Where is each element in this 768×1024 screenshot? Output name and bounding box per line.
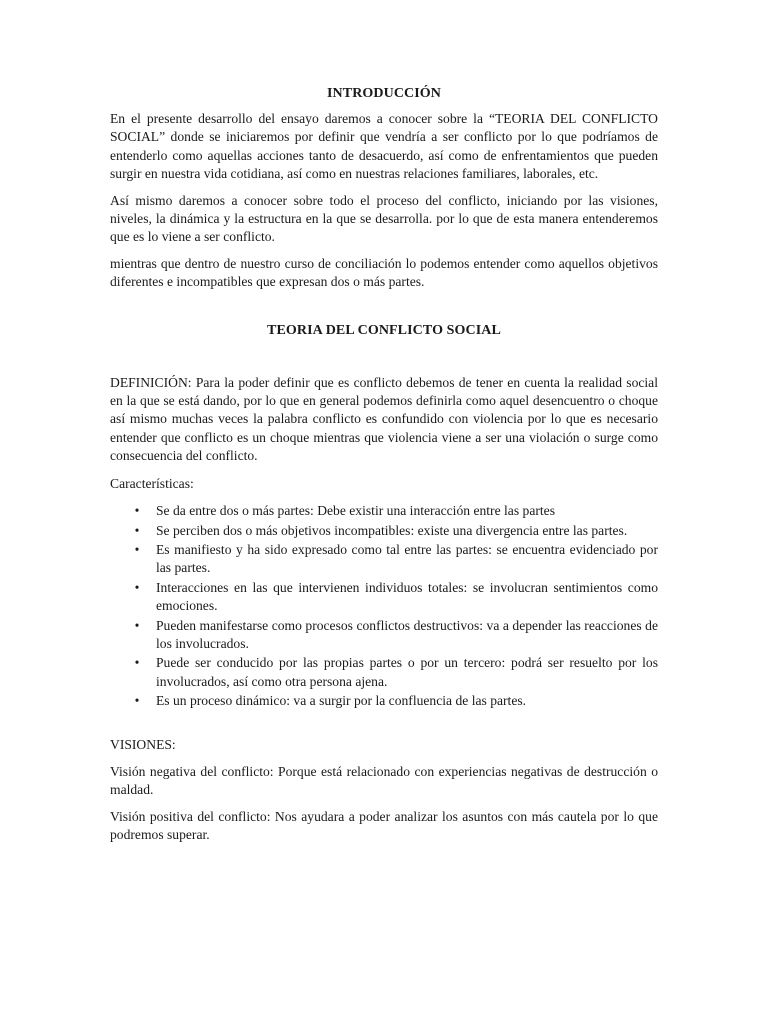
list-item-text: Es un proceso dinámico: va a surgir por la confluencia de las partes. <box>156 693 527 709</box>
list-item-text: Pueden manifestarse como procesos conflictos destructivos: va a depender las reacciones de los involucrados. <box>156 617 658 651</box>
bullet-icon: • <box>134 693 140 709</box>
visions-label: VISIONES: <box>110 736 176 752</box>
list-item <box>110 654 658 691</box>
list-item <box>110 579 658 616</box>
list-item-text: Se perciben dos o más objetivos incompatibles: existe una divergencia entre las partes. <box>156 522 628 538</box>
bullet-icon: • <box>134 541 140 557</box>
bullet-icon: • <box>134 617 140 633</box>
intro-paragraph-1: En el presente desarrollo del ensayo daremos a conocer sobre la “TEORIA DEL CONFLICTO SOCIAL” donde se iniciaremos por definir que vendría a ser conflicto por lo que podríamos de entenderlo como aquellas acciones tanto de desacuerdo, así como de enfrentamientos que pueden surgir en nuestra vida cotidiana, así como en nuestras relaciones familiares, laborales, etc. <box>110 111 658 182</box>
intro-paragraph-2: Así mismo daremos a conocer sobre todo el proceso del conflicto, iniciando por las visiones, niveles, la dinámica y la estructura en la que se desarrolla. por lo que de esta manera entenderemos que es lo viene a ser conflicto. <box>110 192 658 245</box>
intro-title: INTRODUCCIÓN <box>327 86 441 101</box>
intro-paragraph-3: mientras que dentro de nuestro curso de conciliación lo podemos entender como aquellos objetivos diferentes e incompatibles que expresan dos o más partes. <box>110 255 658 290</box>
characteristics-label: Características: <box>110 475 194 491</box>
vision-positive-paragraph: Visión positiva del conflicto: Nos ayudara a poder analizar los asuntos con más cautela por lo que podremos superar. <box>110 808 658 843</box>
vision-negative-paragraph: Visión negativa del conflicto: Porque está relacionado con experiencias negativas de destrucción o maldad. <box>110 763 658 798</box>
list-item <box>110 692 658 710</box>
definition-paragraph: DEFINICIÓN: Para la poder definir que es conflicto debemos de tener en cuenta la realidad social en la que se está dando, por lo que en general podemos definirla como aquel desencuentro o choque así mismo muchas veces la palabra conflicto es confundido con violencia por lo que es necesario entender que conflicto es un choque mientras que violencia viene a ser una violación o surge como consecuencia del conflicto. <box>110 374 658 464</box>
list-item <box>110 502 658 520</box>
document-page <box>110 84 658 845</box>
section-title-theory: TEORIA DEL CONFLICTO SOCIAL <box>267 322 501 338</box>
bullet-icon: • <box>134 503 140 519</box>
list-item-text: Interacciones en las que intervienen individuos totales: se involucran sentimientos como emociones. <box>156 579 658 614</box>
list-item <box>110 617 658 654</box>
list-item-text: Es manifiesto y ha sido expresado como tal entre las partes: se encuentra evidenciado por las partes. <box>156 541 658 576</box>
bullet-icon: • <box>134 522 140 538</box>
bullet-icon: • <box>134 655 140 671</box>
list-item <box>110 541 658 578</box>
list-item-text: Se da entre dos o más partes: Debe existir una interacción entre las partes <box>156 503 555 519</box>
bullet-icon: • <box>134 579 140 595</box>
list-item <box>110 522 658 540</box>
list-item-text: Puede ser conducido por las propias partes o por un tercero: podrá ser resuelto por los involucrados, así como otra persona ajena. <box>156 655 658 689</box>
characteristics-list <box>110 502 658 710</box>
